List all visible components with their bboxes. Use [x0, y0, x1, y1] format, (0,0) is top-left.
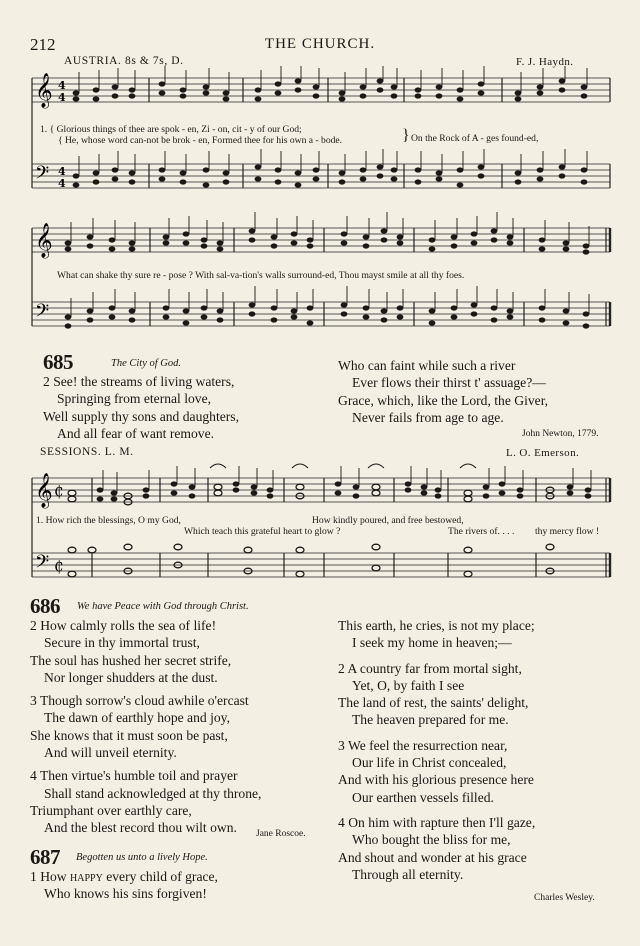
verse-line: Triumphant over earthly care, — [30, 802, 192, 818]
verse-line: Who knows his sins forgiven! — [44, 886, 207, 902]
svg-text:₵: ₵ — [54, 557, 64, 575]
lyrics-sessions-e: thy mercy flow ! — [535, 526, 600, 537]
verse-line: Secure in thy immortal trust, — [44, 635, 200, 651]
verse-line: The soul has hushed her secret strife, — [30, 652, 232, 668]
attribution-roscoe: Jane Roscoe. — [256, 829, 306, 839]
svg-text:𝄢: 𝄢 — [35, 163, 50, 188]
verse-line: 4 Then virtue's humble toil and prayer — [30, 768, 238, 784]
page-number: 212 — [30, 35, 56, 54]
verse-line: The land of rest, the saints' delight, — [338, 695, 529, 711]
attribution-newton: John Newton, 1779. — [522, 429, 599, 439]
hymn-687-right-stanzas — [338, 617, 535, 883]
tune-name-sessions: SESSIONS. L. M. — [40, 446, 134, 458]
verse-line: The dawn of earthly hope and joy, — [44, 710, 230, 726]
page-title: THE CHURCH. — [264, 36, 376, 52]
svg-text:𝄢: 𝄢 — [35, 301, 50, 326]
verse-line: Nor longer shudders at the dust. — [44, 669, 218, 685]
verse-line: 2 How calmly rolls the sea of life! — [30, 618, 217, 633]
verse-line: Who bought the bliss for me, — [352, 832, 511, 848]
running-head — [30, 35, 610, 55]
verse-line: Who can faint while such a river — [338, 358, 516, 373]
hymn-title-687: Begotten us unto a lively Hope. — [76, 852, 208, 863]
verse-line: And will unveil eternity. — [44, 745, 177, 761]
verse-line: Our earthen vessels filled. — [352, 789, 494, 805]
verse-line: Shall stand acknowledged at thy throne, — [44, 785, 262, 801]
verse-line: Through all eternity. — [352, 866, 464, 882]
attribution-wesley: Charles Wesley. — [534, 893, 595, 903]
composer-haydn: F. J. Haydn. — [516, 56, 574, 68]
svg-text:𝄢: 𝄢 — [35, 552, 50, 577]
verse-line: 3 We feel the resurrection near, — [338, 737, 508, 753]
svg-text:4: 4 — [58, 91, 66, 104]
verse-line: 3 Though sorrow's cloud awhile o'ercast — [30, 693, 249, 709]
verse-line: This earth, he cries, is not my place; — [338, 618, 535, 633]
lyrics-sessions-d: The rivers of. . . . — [448, 526, 515, 537]
hymn-number-685: 685 — [43, 350, 73, 374]
svg-text:4: 4 — [58, 165, 66, 178]
verse-line: The heaven prepared for me. — [352, 712, 509, 728]
verse-line: And shout and wonder at his grace — [338, 849, 527, 865]
verse-line: Well supply thy sons and daughters, — [43, 408, 239, 424]
lyrics-sessions-c: Which teach this grateful heart to glow ? — [184, 526, 341, 537]
tune-name-austria: AUSTRIA. 8s & 7s, D. — [64, 55, 184, 67]
verse-line: 4 On him with rapture then I'll gaze, — [338, 814, 536, 830]
verse-line: Our life in Christ concealed, — [352, 755, 507, 771]
hymn-number-686: 686 — [30, 594, 60, 618]
composer-emerson: L. O. Emerson. — [506, 447, 580, 459]
verse-line: And the blest record thou wilt own. — [44, 820, 237, 836]
verse-line: I seek my home in heaven;— — [352, 635, 512, 651]
hymn-title-686: We have Peace with God through Christ. — [77, 601, 249, 612]
verse-line: Ever flows their thirst t' assuage?— — [352, 375, 546, 391]
hymn-685-left-stanza — [43, 373, 239, 442]
svg-text:𝄞: 𝄞 — [35, 473, 53, 508]
verse-line: Grace, which, like the Lord, the Giver, — [338, 392, 549, 408]
svg-text:𝄞: 𝄞 — [35, 223, 53, 258]
svg-text:𝄞: 𝄞 — [35, 73, 53, 108]
lyrics-sessions-b: How kindly poured, and free bestowed, — [312, 515, 464, 526]
lyrics-austria-line-1c: On the Rock of A - ges found-ed, — [411, 133, 539, 144]
verse-line: 2 See! the streams of living waters, — [43, 374, 235, 389]
lyrics-austria-line-1a: 1. { Glorious things of thee are spok - en, Zi - on, cit - y of our God; — [40, 124, 302, 135]
verse-line: Springing from eternal love, — [57, 391, 212, 407]
verse-line: And all fear of want remove. — [57, 425, 215, 441]
hymn-687-left-stanza — [30, 868, 218, 903]
lyrics-sessions-a: 1. How rich the blessings, O my God, — [36, 515, 181, 526]
lyrics-austria-line-1b: { He, whose word can-not be brok - en, Formed thee for his own a - bode. — [58, 135, 343, 146]
verse-line-1: 1 How happy every child of grace, — [30, 869, 218, 884]
hymn-number-687: 687 — [30, 845, 60, 869]
svg-text:4: 4 — [58, 177, 66, 190]
verse-line: 2 A country far from mortal sight, — [338, 660, 522, 676]
verse-line: She knows that it must soon be past, — [30, 727, 228, 743]
verse-line: Never fails from age to age. — [352, 409, 504, 425]
verse-line: Yet, O, by faith I see — [352, 677, 465, 693]
svg-text:₵: ₵ — [54, 482, 64, 500]
hymn-685-right-stanza — [338, 357, 548, 426]
verse-line: And with his glorious presence here — [338, 772, 534, 788]
lyrics-austria-line-2: What can shake thy sure re - pose ? With sal-va-tion's walls surround-ed, Thou mayst smile at all thy foes. — [57, 270, 465, 281]
lyrics-bracket: } — [402, 127, 410, 144]
hymn-686-stanzas — [30, 617, 261, 837]
hymn-title-685: The City of God. — [111, 358, 181, 369]
svg-text:4: 4 — [58, 79, 66, 92]
